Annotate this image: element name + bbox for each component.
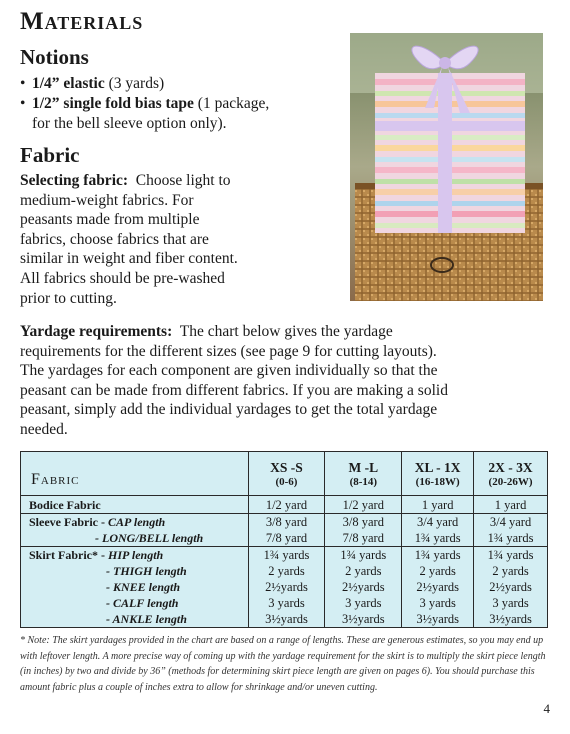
- notions-item-detail: (3 yards): [104, 75, 165, 92]
- sleeve-values: [248, 514, 325, 547]
- notions-heading: Notions: [20, 45, 89, 69]
- table-row-bodice: [21, 496, 548, 514]
- yardage-line: needed.: [20, 420, 68, 438]
- skirt-value: 2 yards: [492, 564, 529, 578]
- skirt-label-cell: [21, 547, 249, 628]
- fabric-heading: Fabric: [20, 143, 80, 167]
- sleeve-value: 3/8 yard: [265, 515, 308, 529]
- table-header-size: [248, 452, 325, 496]
- yardage-paragraph: [20, 322, 548, 440]
- sleeve-value: 7/8 yard: [342, 531, 384, 545]
- skirt-label: Skirt Fabric* -: [29, 548, 105, 562]
- sleeve-value: 1¾ yards: [414, 531, 461, 545]
- size-range: (16-18W): [415, 475, 460, 488]
- yardage-line: peasant can be made from different fabrics. If you are making a solid: [20, 381, 448, 399]
- bodice-value: 1/2 yard: [325, 496, 402, 514]
- table-header-fabric: Fabric: [21, 452, 249, 496]
- selecting-line: Choose light to: [135, 172, 231, 189]
- skirt-sublabel: - ANKLE length: [106, 612, 187, 626]
- size-name: XL - 1X: [414, 459, 461, 475]
- skirt-value: 3 yards: [268, 596, 305, 610]
- skirt-value: 3 yards: [345, 596, 382, 610]
- selecting-line: similar in weight and fiber content.: [20, 250, 238, 268]
- skirt-value: 1¾ yards: [487, 548, 534, 562]
- size-name: XS -S: [270, 459, 303, 475]
- bodice-value: 1 yard: [402, 496, 474, 514]
- yardage-line: peasant, simply add the individual yardages to get the total yardage: [20, 401, 438, 419]
- skirt-value: 3 yards: [419, 596, 456, 610]
- skirt-value: 2½yards: [341, 580, 385, 594]
- skirt-value: 2 yards: [419, 564, 456, 578]
- skirt-values: [474, 547, 548, 628]
- table-header-size: [474, 452, 548, 496]
- table-header-size: [325, 452, 402, 496]
- size-range: (20-26W): [488, 475, 533, 488]
- selecting-line: All fabrics should be pre-washed: [20, 269, 225, 287]
- skirt-value: 1¾ yards: [414, 548, 461, 562]
- skirt-sublabel: - THIGH length: [106, 564, 187, 578]
- skirt-value: 3½yards: [489, 612, 532, 626]
- skirt-value: 2½yards: [416, 580, 460, 594]
- table-header-size: [402, 452, 474, 496]
- skirt-sublabel: - KNEE length: [106, 580, 181, 594]
- sleeve-values: [402, 514, 474, 547]
- size-name: M -L: [348, 459, 379, 475]
- bodice-value: 1 yard: [474, 496, 548, 514]
- page-number: 4: [543, 701, 550, 716]
- skirt-values: [248, 547, 325, 628]
- notions-item: [20, 74, 340, 94]
- sleeve-value: 7/8 yard: [265, 531, 308, 545]
- yardage-table-container: [20, 451, 548, 628]
- size-range: (8-14): [349, 475, 378, 488]
- skirt-value: 2 yards: [345, 564, 382, 578]
- selecting-fabric-label: Selecting fabric:: [20, 172, 129, 189]
- sleeve-value: 1¾ yards: [487, 531, 534, 545]
- bodice-value: 1/2 yard: [248, 496, 325, 514]
- skirt-sublabel: - CALF length: [106, 596, 179, 610]
- yardage-label: Yardage requirements:: [20, 323, 173, 340]
- sleeve-values: [474, 514, 548, 547]
- notions-item-name: 1/4” elastic: [32, 75, 105, 92]
- sleeve-label-cell: [21, 514, 249, 547]
- table-row-skirt: [21, 547, 548, 628]
- notions-item-detail: (1 package,: [193, 95, 270, 112]
- notions-item-detail-continued: for the bell sleeve option only).: [32, 115, 227, 132]
- sleeve-label: Sleeve Fabric -: [29, 515, 105, 529]
- table-header-row: [21, 452, 548, 496]
- sleeve-sublabel: CAP length: [107, 515, 166, 529]
- skirt-value: 3½yards: [265, 612, 308, 626]
- sleeve-value: 3/4 yard: [489, 515, 532, 529]
- skirt-value: 2½yards: [489, 580, 532, 594]
- yardage-line: The yardages for each component are given individually so that the: [20, 362, 438, 380]
- selecting-line: fabrics, choose fabrics that are: [20, 230, 209, 248]
- skirt-value: 2 yards: [268, 564, 305, 578]
- fabric-bundle-photo: [350, 33, 543, 301]
- materials-heading: Materials: [20, 8, 144, 35]
- bodice-label: Bodice Fabric: [21, 496, 249, 514]
- yardage-line: The chart below gives the yardage: [179, 323, 393, 340]
- sleeve-value: 3/4 yard: [417, 515, 459, 529]
- selecting-line: peasants made from multiple: [20, 211, 200, 229]
- selecting-line: prior to cutting.: [20, 289, 117, 307]
- size-name: 2X - 3X: [488, 459, 533, 475]
- notions-list: [20, 74, 340, 134]
- yardage-line: requirements for the different sizes (see page 9 for cutting layouts).: [20, 342, 437, 360]
- yardage-table: [20, 451, 548, 628]
- sleeve-values: [325, 514, 402, 547]
- skirt-value: 1¾ yards: [340, 548, 387, 562]
- selecting-line: medium-weight fabrics. For: [20, 191, 194, 209]
- skirt-values: [325, 547, 402, 628]
- table-row-sleeve: [21, 514, 548, 547]
- footnote: * Note: The skirt yardages provided in the chart are based on a range of lengths. These are generous estimates, so you may end up with leftover length. A more precise way of coming up with the yardage requirement for the skirt is to multiply the skirt piece length (in inches) by two and divide by 36” (methods for determining skirt piece length are given on pages 6). You should purchase this amount fabric plus a couple of inches extra to allow for shrinkage and/or uneven cutting.: [20, 635, 546, 693]
- skirt-value: 2½yards: [265, 580, 308, 594]
- sleeve-sublabel: - LONG/BELL length: [95, 531, 204, 545]
- selecting-fabric-paragraph: [20, 171, 325, 308]
- skirt-values: [402, 547, 474, 628]
- skirt-sublabel: HIP length: [108, 548, 164, 562]
- sleeve-value: 3/8 yard: [342, 515, 384, 529]
- skirt-value: 1¾ yards: [263, 548, 310, 562]
- notions-item: [20, 94, 340, 134]
- notions-item-name: 1/2” single fold bias tape: [32, 95, 194, 112]
- skirt-value: 3 yards: [492, 596, 529, 610]
- size-range: (0-6): [275, 475, 298, 488]
- skirt-value: 3½yards: [341, 612, 385, 626]
- skirt-value: 3½yards: [416, 612, 460, 626]
